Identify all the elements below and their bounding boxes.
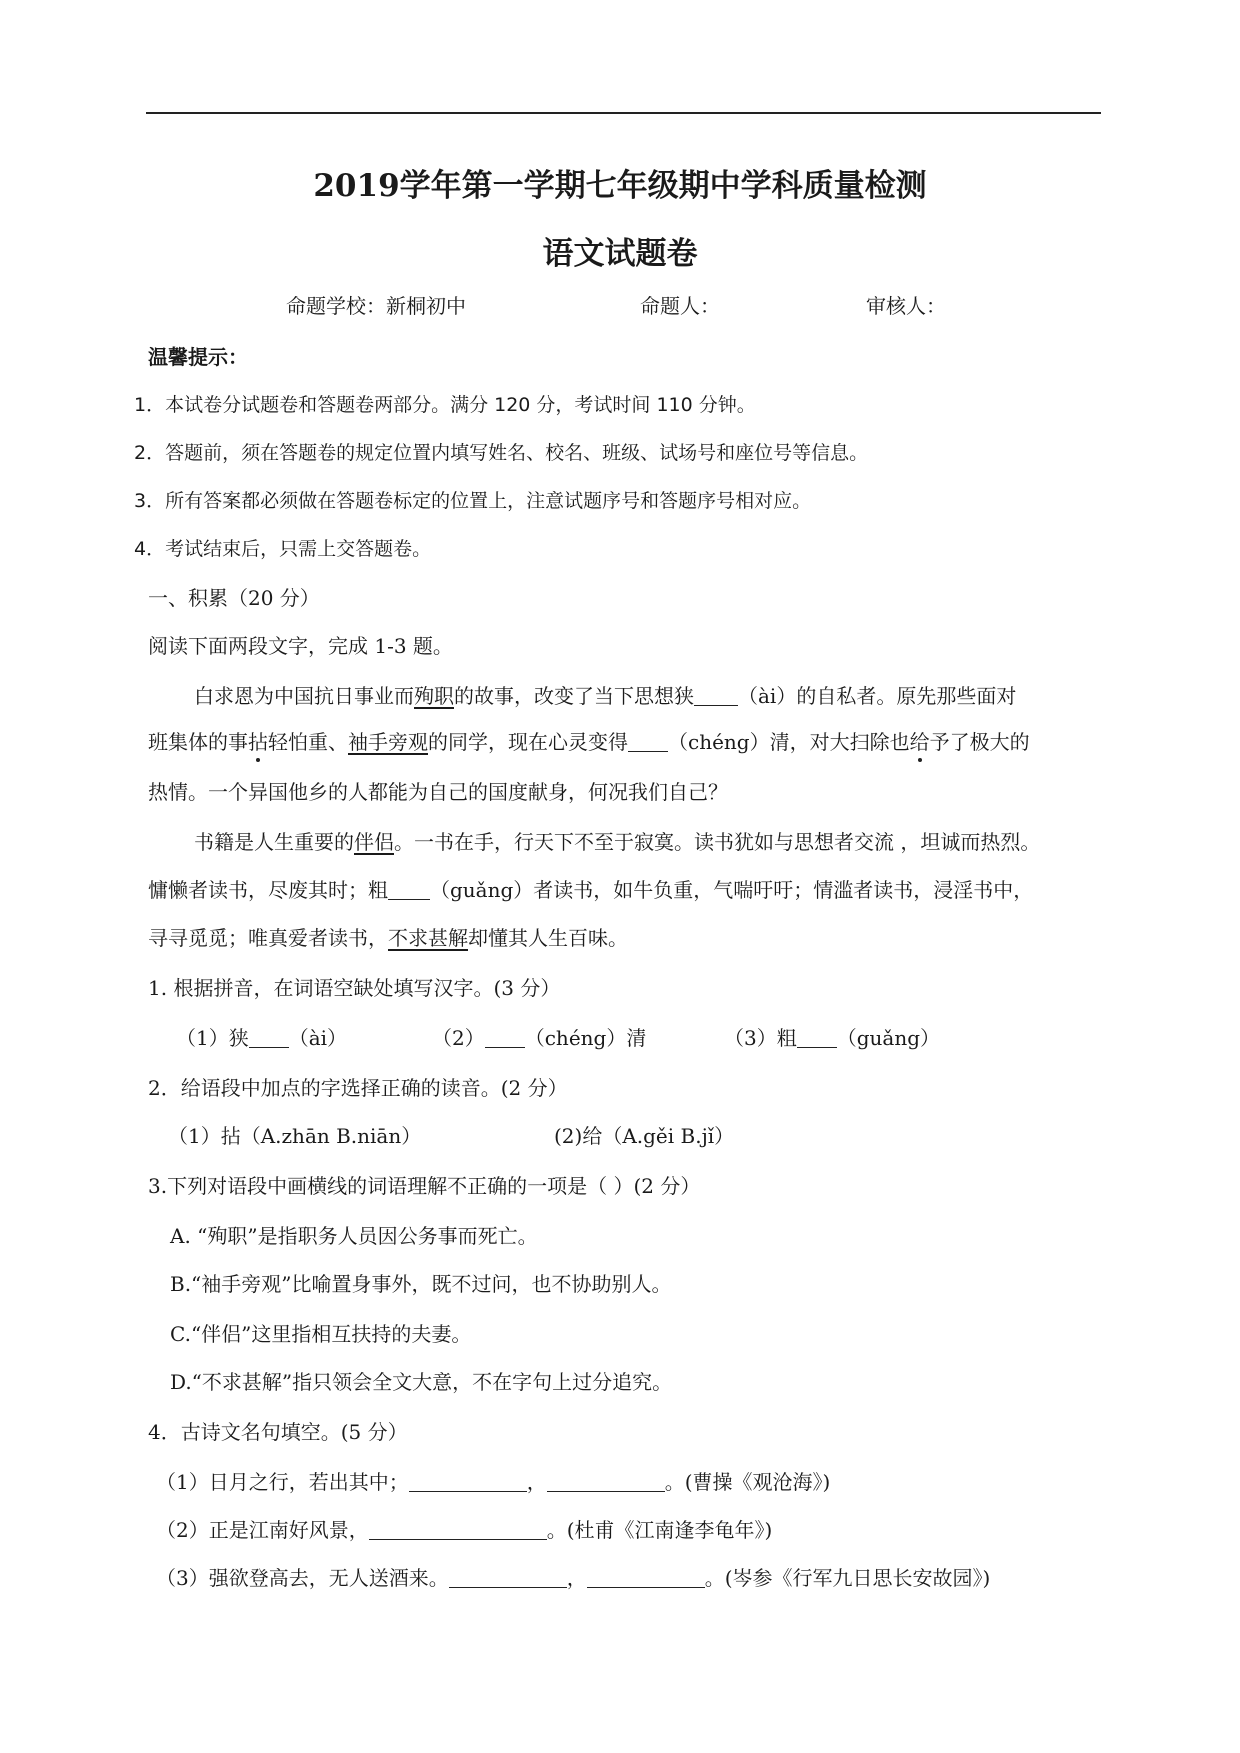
tip-item: 3．所有答案都必须做在答题卷标定的位置上，注意试题序号和答题序号相对应。 (134, 490, 812, 512)
passage1-line (148, 726, 1030, 755)
text: 慵懒者读书，尽废其时；粗 (148, 878, 388, 902)
blank (449, 1567, 567, 1588)
text: （1）狭 (176, 1026, 249, 1050)
question-1-stem: 1. 根据拼音，在词语空缺处填写汉字。(3 分） (148, 976, 561, 1000)
text: 书籍是人生重要的 (194, 830, 354, 854)
text: 。(岑参《行军九日思长安故园》) (704, 1566, 991, 1590)
text: 。(曹操《观沧海》) (664, 1470, 831, 1494)
blank (547, 1471, 665, 1492)
underlined-term: 伴侣 (354, 830, 394, 854)
text: ， (566, 1566, 587, 1590)
passage1-line (194, 680, 1016, 709)
exam-subtitle: 语文试题卷 (542, 236, 698, 272)
text: （chéng）清，对大扫除也 (668, 730, 910, 754)
author-label: 命题人： (640, 294, 720, 318)
question-4-stem: 4．古诗文名句填空。(5 分） (148, 1420, 408, 1444)
tip-item: 1．本试卷分试题卷和答题卷两部分。满分 120 分，考试时间 110 分钟。 (134, 394, 756, 416)
question-2-option-2: (2)给（A.gěi B.jǐ） (554, 1124, 735, 1148)
text: 寻寻觅觅；唯真爱者读书， (148, 926, 388, 950)
question-4-item-2 (156, 1514, 772, 1543)
text: （ài） (288, 1026, 348, 1050)
question-3-option-a: A. “殉职”是指职务人员因公务事而死亡。 (170, 1224, 538, 1248)
dotted-char: 拈 (248, 726, 268, 755)
text: 。一书在手，行天下不至于寂寞。读书犹如与思想者交流 ，坦诚而热烈。 (394, 830, 1041, 854)
underlined-term: 袖手旁观 (348, 730, 428, 754)
passage2-line (194, 826, 1040, 855)
text: 予了极大的 (929, 730, 1030, 754)
question-1-option-3 (724, 1022, 940, 1051)
text: 白求恩为中国抗日事业而 (194, 684, 414, 708)
text: 却懂其人生百味。 (468, 926, 628, 950)
text: （guǎng） (836, 1026, 941, 1050)
passage1-line: 热情。一个异国他乡的人都能为自己的国度献身，何况我们自己？ (148, 780, 728, 804)
question-3-option-b: B.“袖手旁观”比喻置身事外，既不过问，也不协助别人。 (170, 1272, 672, 1296)
blank (694, 685, 738, 706)
blank (369, 1519, 547, 1540)
blank (628, 731, 668, 752)
text: （guǎng）者读书，如牛负重，气喘吁吁；情滥者读书，浸淫书中， (430, 878, 1034, 902)
exam-title: 2019学年第一学期七年级期中学科质量检测 (313, 168, 927, 204)
text: 轻怕重、 (268, 730, 348, 754)
school-label: 命题学校：新桐初中 (286, 294, 466, 318)
question-3-stem: 3.下列对语段中画横线的词语理解不正确的一项是（ ）(2 分） (148, 1174, 701, 1198)
question-1-option-2 (432, 1022, 646, 1051)
text: （ài）的自私者。原先那些面对 (738, 684, 1017, 708)
question-2-option-1: （1）拈（A.zhān B.niān） (168, 1124, 422, 1148)
passage2-line (148, 922, 628, 951)
dotted-char: 给 (910, 726, 930, 755)
section-heading: 一、积累（20 分） (148, 586, 320, 610)
blank (249, 1027, 289, 1048)
passage2-line (148, 874, 1033, 903)
text: （2） (432, 1026, 485, 1050)
text: （chéng）清 (524, 1026, 647, 1050)
text: （1）日月之行，若出其中； (156, 1470, 409, 1494)
tips-heading: 温馨提示： (148, 345, 248, 369)
underlined-term: 不求甚解 (388, 926, 468, 950)
blank (409, 1471, 527, 1492)
top-rule (146, 112, 1101, 114)
text: （3）强欲登高去，无人送酒来。 (156, 1566, 449, 1590)
question-4-item-3 (156, 1562, 990, 1591)
question-4-item-1 (156, 1466, 830, 1495)
tip-item: 2．答题前，须在答题卷的规定位置内填写姓名、校名、班级、试场号和座位号等信息。 (134, 442, 869, 464)
reading-intro: 阅读下面两段文字，完成 1-3 题。 (148, 634, 453, 658)
blank (797, 1027, 837, 1048)
text: （3）粗 (724, 1026, 797, 1050)
text: （2）正是江南好风景， (156, 1518, 369, 1542)
underlined-term: 殉职 (414, 684, 454, 708)
blank (587, 1567, 705, 1588)
text: 。(杜甫《江南逢李龟年》) (546, 1518, 773, 1542)
text: 班集体的事 (148, 730, 248, 754)
question-1-option-1 (176, 1022, 347, 1051)
text: ， (526, 1470, 547, 1494)
question-2-stem: 2．给语段中加点的字选择正确的读音。(2 分） (148, 1076, 568, 1100)
question-3-option-d: D.“不求甚解”指只领会全文大意，不在字句上过分追究。 (170, 1370, 673, 1394)
tip-item: 4．考试结束后，只需上交答题卷。 (134, 538, 432, 560)
text: 的故事，改变了当下思想狭 (454, 684, 694, 708)
question-3-option-c: C.“伴侣”这里指相互扶持的夫妻。 (170, 1322, 472, 1346)
blank (388, 879, 430, 900)
blank (485, 1027, 525, 1048)
text: 的同学，现在心灵变得 (428, 730, 628, 754)
reviewer-label: 审核人： (866, 294, 946, 318)
